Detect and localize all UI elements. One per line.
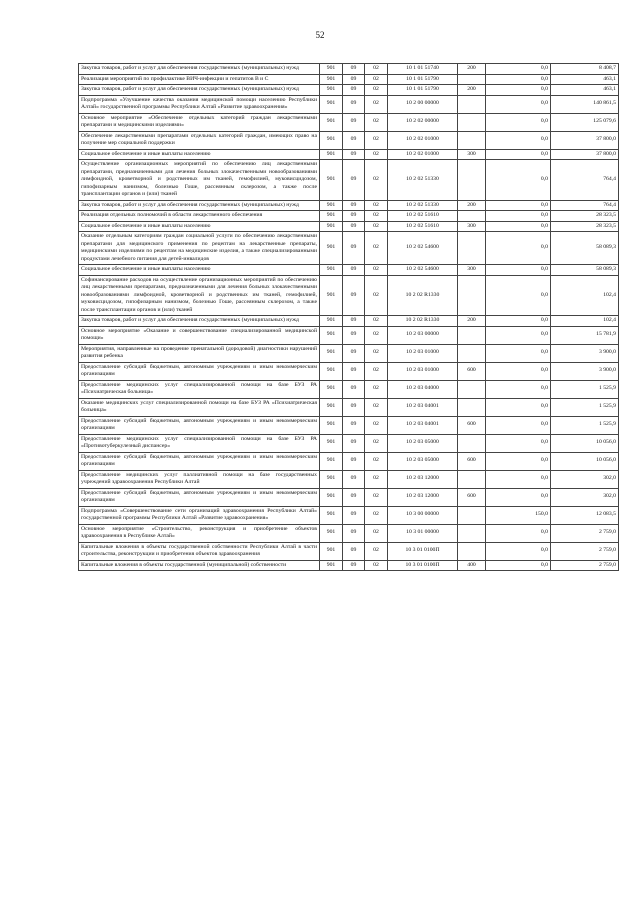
amount-cell-2: 1 525,9 (551, 398, 619, 416)
section-code-cell: 09 (343, 560, 365, 571)
amount-cell-2: 12 083,5 (551, 506, 619, 524)
section-code-cell: 09 (343, 74, 365, 85)
table-row (79, 362, 619, 380)
amount-cell-1: 0,0 (486, 160, 551, 201)
amount-cell-1: 0,0 (486, 95, 551, 113)
subsection-code-cell: 02 (365, 398, 388, 416)
row-description: Оказание отдельным категориям граждан социальной услуги по обеспечению лекарственными препаратами для медицинского применения по рецептам на лекарственные препараты, медицинскими изделиями по рецептам на медицинские изделия, а также специализированными продуктами лечебного питания для детей-инвалидов (79, 232, 320, 265)
table-row (79, 452, 619, 470)
budget-table (78, 63, 619, 571)
admin-code-cell: 901 (320, 221, 343, 232)
section-code-cell: 09 (343, 524, 365, 542)
section-code-cell: 09 (343, 113, 365, 131)
expense-type-cell (458, 131, 486, 149)
amount-cell-2: 1 525,9 (551, 380, 619, 398)
amount-cell-1: 0,0 (486, 265, 551, 276)
row-description: Предоставление медицинских услуг специализированной помощи на базе БУЗ РА «Психиатрическая больница» (79, 380, 320, 398)
amount-cell-2: 10 056,0 (551, 452, 619, 470)
subsection-code-cell: 02 (365, 344, 388, 362)
amount-cell-1: 0,0 (486, 434, 551, 452)
subsection-code-cell: 02 (365, 560, 388, 571)
table-row (79, 524, 619, 542)
admin-code-cell: 901 (320, 416, 343, 434)
section-code-cell: 09 (343, 416, 365, 434)
row-description: Социальное обеспечение и иные выплаты населению (79, 265, 320, 276)
table-row (79, 232, 619, 265)
amount-cell-1: 0,0 (486, 344, 551, 362)
amount-cell-1: 0,0 (486, 488, 551, 506)
expense-type-cell (458, 524, 486, 542)
amount-cell-2: 463,1 (551, 85, 619, 96)
subsection-code-cell: 02 (365, 265, 388, 276)
table-row (79, 506, 619, 524)
amount-cell-2: 102,4 (551, 316, 619, 327)
subsection-code-cell: 02 (365, 362, 388, 380)
row-description: Основное мероприятие «Строительство, реконструкция и приобретение объектов здравоохранения в Республике Алтай» (79, 524, 320, 542)
table-row (79, 316, 619, 327)
section-code-cell: 09 (343, 160, 365, 201)
target-article-cell: 10 1 01 51740 (388, 64, 458, 75)
amount-cell-1: 0,0 (486, 560, 551, 571)
expense-type-cell (458, 275, 486, 316)
amount-cell-1: 0,0 (486, 221, 551, 232)
row-description: Оказание медицинских услуг специализированной помощи на базе БУЗ РА «Психиатрическая больница» (79, 398, 320, 416)
target-article-cell: 10 2 03 01000 (388, 344, 458, 362)
amount-cell-2: 125 079,6 (551, 113, 619, 131)
section-code-cell: 09 (343, 344, 365, 362)
section-code-cell: 09 (343, 232, 365, 265)
row-description: Подпрограмма «Улучшение качества оказания медицинской помощи населению Республики Алтай» государственной программы Республики Алтай «Развитие здравоохранения» (79, 95, 320, 113)
amount-cell-1: 0,0 (486, 85, 551, 96)
amount-cell-1: 0,0 (486, 542, 551, 560)
expense-type-cell (458, 398, 486, 416)
admin-code-cell: 901 (320, 211, 343, 222)
section-code-cell: 09 (343, 362, 365, 380)
expense-type-cell: 300 (458, 221, 486, 232)
row-description: Предоставление субсидий бюджетным, автономным учреждениям и иным некоммерческим организациям (79, 362, 320, 380)
subsection-code-cell: 02 (365, 434, 388, 452)
row-description: Закупка товаров, работ и услуг для обеспечения государственных (муниципальных) нужд (79, 200, 320, 211)
amount-cell-1: 0,0 (486, 275, 551, 316)
amount-cell-1: 0,0 (486, 64, 551, 75)
subsection-code-cell: 02 (365, 380, 388, 398)
admin-code-cell: 901 (320, 275, 343, 316)
row-description: Обеспечение лекарственными препаратами отдельных категорий граждан, имеющих право на получение мер социальной поддержки (79, 131, 320, 149)
row-description: Предоставление субсидий бюджетным, автономным учреждениям и иным некоммерческим организациям (79, 488, 320, 506)
admin-code-cell: 901 (320, 85, 343, 96)
expense-type-cell: 200 (458, 200, 486, 211)
admin-code-cell: 901 (320, 470, 343, 488)
amount-cell-1: 0,0 (486, 149, 551, 160)
section-code-cell: 09 (343, 85, 365, 96)
expense-type-cell: 400 (458, 560, 486, 571)
amount-cell-1: 150,0 (486, 506, 551, 524)
target-article-cell: 10 2 02 51330 (388, 160, 458, 201)
row-description: Предоставление субсидий бюджетным, автономным учреждениям и иным некоммерческим организациям (79, 452, 320, 470)
amount-cell-2: 3 900,0 (551, 362, 619, 380)
row-description: Софинансирование расходов на осуществление организационных мероприятий по обеспечению лиц лекарственными препаратами, предназначенными для лечения больных злокачественными новообразованиями лимфоидной, кроветворной и родственных им тканей, гемофилией, муковисцидозом, гипофизарным нанизмом, болезнью Гоше, рассеянным склерозом, а также после трансплантации органов и (или) тканей (79, 275, 320, 316)
amount-cell-2: 28 323,5 (551, 221, 619, 232)
section-code-cell: 09 (343, 380, 365, 398)
admin-code-cell: 901 (320, 160, 343, 201)
amount-cell-2: 764,4 (551, 160, 619, 201)
section-code-cell: 09 (343, 131, 365, 149)
amount-cell-1: 0,0 (486, 362, 551, 380)
section-code-cell: 09 (343, 506, 365, 524)
subsection-code-cell: 02 (365, 416, 388, 434)
amount-cell-2: 37 800,0 (551, 131, 619, 149)
section-code-cell: 09 (343, 221, 365, 232)
amount-cell-2: 2 759,0 (551, 560, 619, 571)
expense-type-cell (458, 470, 486, 488)
table-row (79, 149, 619, 160)
section-code-cell: 09 (343, 275, 365, 316)
table-row (79, 434, 619, 452)
target-article-cell: 10 2 02 54600 (388, 265, 458, 276)
subsection-code-cell: 02 (365, 74, 388, 85)
amount-cell-1: 0,0 (486, 131, 551, 149)
amount-cell-2: 302,0 (551, 488, 619, 506)
target-article-cell: 10 2 00 00000 (388, 95, 458, 113)
row-description: Социальное обеспечение и иные выплаты населению (79, 221, 320, 232)
target-article-cell: 10 2 02 R1330 (388, 316, 458, 327)
expense-type-cell (458, 542, 486, 560)
row-description: Реализация отдельных полномочий в области лекарственного обеспечения (79, 211, 320, 222)
target-article-cell: 10 2 03 12000 (388, 488, 458, 506)
amount-cell-2: 1 525,9 (551, 416, 619, 434)
table-row (79, 221, 619, 232)
admin-code-cell: 901 (320, 74, 343, 85)
row-description: Капитальные вложения в объекты государственной (муниципальной) собственности (79, 560, 320, 571)
amount-cell-2: 58 089,3 (551, 232, 619, 265)
subsection-code-cell: 02 (365, 470, 388, 488)
amount-cell-1: 0,0 (486, 380, 551, 398)
admin-code-cell: 901 (320, 524, 343, 542)
admin-code-cell: 901 (320, 542, 343, 560)
admin-code-cell: 901 (320, 380, 343, 398)
table-row (79, 265, 619, 276)
admin-code-cell: 901 (320, 326, 343, 344)
amount-cell-2: 10 056,0 (551, 434, 619, 452)
target-article-cell: 10 2 03 04000 (388, 380, 458, 398)
table-row (79, 160, 619, 201)
admin-code-cell: 901 (320, 362, 343, 380)
admin-code-cell: 901 (320, 200, 343, 211)
expense-type-cell (458, 113, 486, 131)
expense-type-cell (458, 160, 486, 201)
amount-cell-2: 58 089,3 (551, 265, 619, 276)
subsection-code-cell: 02 (365, 64, 388, 75)
row-description: Реализация мероприятий по профилактике ВИЧ-инфекции и гепатитов В и С (79, 74, 320, 85)
page-number: 52 (315, 30, 325, 40)
expense-type-cell (458, 326, 486, 344)
subsection-code-cell: 02 (365, 211, 388, 222)
target-article-cell: 10 2 03 12000 (388, 470, 458, 488)
section-code-cell: 09 (343, 470, 365, 488)
table-row (79, 74, 619, 85)
table-row (79, 416, 619, 434)
expense-type-cell: 200 (458, 64, 486, 75)
admin-code-cell: 901 (320, 506, 343, 524)
table-row (79, 64, 619, 75)
admin-code-cell: 901 (320, 232, 343, 265)
expense-type-cell (458, 434, 486, 452)
table-row (79, 113, 619, 131)
subsection-code-cell: 02 (365, 326, 388, 344)
amount-cell-1: 0,0 (486, 232, 551, 265)
subsection-code-cell: 02 (365, 85, 388, 96)
expense-type-cell: 600 (458, 452, 486, 470)
row-description: Закупка товаров, работ и услуг для обеспечения государственных (муниципальных) нужд (79, 85, 320, 96)
amount-cell-1: 0,0 (486, 452, 551, 470)
expense-type-cell: 200 (458, 316, 486, 327)
section-code-cell: 09 (343, 326, 365, 344)
subsection-code-cell: 02 (365, 200, 388, 211)
amount-cell-2: 37 800,0 (551, 149, 619, 160)
section-code-cell: 09 (343, 211, 365, 222)
amount-cell-2: 2 759,0 (551, 542, 619, 560)
admin-code-cell: 901 (320, 488, 343, 506)
admin-code-cell: 901 (320, 265, 343, 276)
amount-cell-2: 2 759,0 (551, 524, 619, 542)
amount-cell-2: 463,1 (551, 74, 619, 85)
section-code-cell: 09 (343, 542, 365, 560)
target-article-cell: 10 3 01 0100П (388, 560, 458, 571)
section-code-cell: 09 (343, 398, 365, 416)
expense-type-cell (458, 380, 486, 398)
row-description: Предоставление медицинских услуг специализированной помощи на базе БУЗ РА «Противотуберкулезный диспансер» (79, 434, 320, 452)
target-article-cell: 10 2 03 05000 (388, 452, 458, 470)
row-description: Мероприятия, направленные на проведение пренатальной (дородовой) диагностики нарушений развития ребенка (79, 344, 320, 362)
amount-cell-1: 0,0 (486, 470, 551, 488)
expense-type-cell: 200 (458, 85, 486, 96)
target-article-cell: 10 2 03 00000 (388, 326, 458, 344)
table-row (79, 200, 619, 211)
expense-type-cell: 600 (458, 362, 486, 380)
admin-code-cell: 901 (320, 452, 343, 470)
table-row (79, 398, 619, 416)
expense-type-cell (458, 74, 486, 85)
target-article-cell: 10 2 03 01000 (388, 362, 458, 380)
subsection-code-cell: 02 (365, 452, 388, 470)
table-row (79, 131, 619, 149)
table-row (79, 470, 619, 488)
section-code-cell: 09 (343, 149, 365, 160)
target-article-cell: 10 2 02 R1330 (388, 275, 458, 316)
table-row (79, 380, 619, 398)
target-article-cell: 10 2 03 05000 (388, 434, 458, 452)
row-description: Основное мероприятие «Обеспечение отдельных категорий граждан лекарственными препаратами и медицинскими изделиями» (79, 113, 320, 131)
subsection-code-cell: 02 (365, 149, 388, 160)
row-description: Основное мероприятие «Оказание и совершенствование специализированной медицинской помощи» (79, 326, 320, 344)
subsection-code-cell: 02 (365, 542, 388, 560)
section-code-cell: 09 (343, 200, 365, 211)
row-description: Осуществление организационных мероприятий по обеспечению лиц лекарственными препаратами, предназначенными для лечения больных злокачественными новообразованиями лимфоидной, кроветворной и родственных им тканей, гемофилией, муковисцидозом, гипофизарным нанизмом, болезнью Гоше, рассеянным склерозом, а также после трансплантации органов и (или) тканей (79, 160, 320, 201)
expense-type-cell (458, 95, 486, 113)
row-description: Социальное обеспечение и иные выплаты населению (79, 149, 320, 160)
admin-code-cell: 901 (320, 398, 343, 416)
expense-type-cell (458, 506, 486, 524)
table-row (79, 85, 619, 96)
admin-code-cell: 901 (320, 434, 343, 452)
row-description: Закупка товаров, работ и услуг для обеспечения государственных (муниципальных) нужд (79, 64, 320, 75)
admin-code-cell: 901 (320, 344, 343, 362)
row-description: Подпрограмма «Совершенствование сети организаций здравоохранения Республики Алтай» государственной программы Республики Алтай «Развитие здравоохранения» (79, 506, 320, 524)
expense-type-cell: 300 (458, 149, 486, 160)
amount-cell-2: 764,4 (551, 200, 619, 211)
expense-type-cell: 600 (458, 416, 486, 434)
table-row (79, 344, 619, 362)
section-code-cell: 09 (343, 95, 365, 113)
target-article-cell: 10 1 01 51790 (388, 74, 458, 85)
table-row (79, 95, 619, 113)
amount-cell-1: 0,0 (486, 211, 551, 222)
subsection-code-cell: 02 (365, 232, 388, 265)
target-article-cell: 10 2 02 00000 (388, 113, 458, 131)
target-article-cell: 10 2 02 01000 (388, 149, 458, 160)
amount-cell-1: 0,0 (486, 200, 551, 211)
target-article-cell: 10 3 01 00000 (388, 524, 458, 542)
target-article-cell: 10 3 00 00000 (388, 506, 458, 524)
budget-table-body (79, 64, 619, 571)
target-article-cell: 10 1 01 51790 (388, 85, 458, 96)
amount-cell-1: 0,0 (486, 326, 551, 344)
amount-cell-2: 15 781,9 (551, 326, 619, 344)
admin-code-cell: 901 (320, 64, 343, 75)
target-article-cell: 10 3 01 0100П (388, 542, 458, 560)
table-row (79, 326, 619, 344)
amount-cell-2: 8 408,7 (551, 64, 619, 75)
target-article-cell: 10 2 02 51610 (388, 221, 458, 232)
row-description: Капитальные вложения в объекты государственной собственности Республики Алтай в части строительства, реконструкции и приобретения объектов здравоохранения (79, 542, 320, 560)
subsection-code-cell: 02 (365, 506, 388, 524)
section-code-cell: 09 (343, 265, 365, 276)
subsection-code-cell: 02 (365, 275, 388, 316)
section-code-cell: 09 (343, 316, 365, 327)
target-article-cell: 10 2 03 04001 (388, 398, 458, 416)
amount-cell-2: 140 861,5 (551, 95, 619, 113)
row-description: Закупка товаров, работ и услуг для обеспечения государственных (муниципальных) нужд (79, 316, 320, 327)
admin-code-cell: 901 (320, 149, 343, 160)
target-article-cell: 10 2 02 51610 (388, 211, 458, 222)
amount-cell-1: 0,0 (486, 113, 551, 131)
target-article-cell: 10 2 02 01000 (388, 131, 458, 149)
table-row (79, 275, 619, 316)
amount-cell-1: 0,0 (486, 316, 551, 327)
amount-cell-1: 0,0 (486, 416, 551, 434)
expense-type-cell (458, 232, 486, 265)
subsection-code-cell: 02 (365, 221, 388, 232)
subsection-code-cell: 02 (365, 316, 388, 327)
amount-cell-2: 3 900,0 (551, 344, 619, 362)
admin-code-cell: 901 (320, 113, 343, 131)
amount-cell-1: 0,0 (486, 398, 551, 416)
target-article-cell: 10 2 02 54600 (388, 232, 458, 265)
expense-type-cell (458, 211, 486, 222)
table-row (79, 542, 619, 560)
expense-type-cell (458, 344, 486, 362)
amount-cell-2: 28 323,5 (551, 211, 619, 222)
section-code-cell: 09 (343, 488, 365, 506)
amount-cell-1: 0,0 (486, 74, 551, 85)
admin-code-cell: 901 (320, 560, 343, 571)
section-code-cell: 09 (343, 452, 365, 470)
admin-code-cell: 901 (320, 95, 343, 113)
table-row (79, 211, 619, 222)
amount-cell-2: 302,0 (551, 470, 619, 488)
expense-type-cell: 600 (458, 488, 486, 506)
row-description: Предоставление субсидий бюджетным, автономным учреждениям и иным некоммерческим организациям (79, 416, 320, 434)
subsection-code-cell: 02 (365, 160, 388, 201)
section-code-cell: 09 (343, 64, 365, 75)
subsection-code-cell: 02 (365, 95, 388, 113)
amount-cell-2: 102,4 (551, 275, 619, 316)
subsection-code-cell: 02 (365, 524, 388, 542)
target-article-cell: 10 2 03 04001 (388, 416, 458, 434)
table-row (79, 560, 619, 571)
table-row (79, 488, 619, 506)
subsection-code-cell: 02 (365, 113, 388, 131)
subsection-code-cell: 02 (365, 131, 388, 149)
admin-code-cell: 901 (320, 316, 343, 327)
subsection-code-cell: 02 (365, 488, 388, 506)
expense-type-cell: 300 (458, 265, 486, 276)
row-description: Предоставление медицинских услуг паллиативной помощи на базе государственных учреждений здравоохранения Республики Алтай (79, 470, 320, 488)
target-article-cell: 10 2 02 51330 (388, 200, 458, 211)
admin-code-cell: 901 (320, 131, 343, 149)
section-code-cell: 09 (343, 434, 365, 452)
amount-cell-1: 0,0 (486, 524, 551, 542)
